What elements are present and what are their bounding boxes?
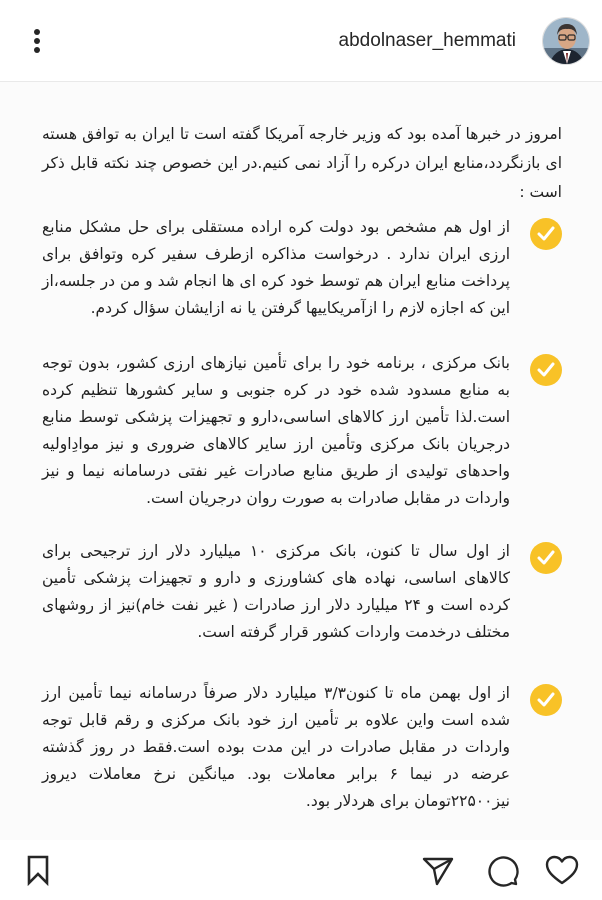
caption-point-3 [42, 538, 562, 646]
checkmark-circle-icon [530, 542, 562, 574]
like-heart-icon[interactable] [544, 852, 580, 888]
save-bookmark-icon[interactable] [20, 852, 56, 888]
caption-point-text: از اول بهمن ماه تا کنون۳/۳ میلیارد دلار صرفاً درسامانه نیما تأمین ارز شده است واین علاوه بر تأمین ارز خود بانک مرکزی و رقم قابل توجه واردات در مقابل صادرات در این مدت بوده است.فقط در روز گذشته عرضه در نیما ۶ برابر معاملات بود. میانگین نرخ معاملات دیروز نیز۲۲۵۰۰تومان برای هردلار بود. [42, 684, 510, 810]
post-header [0, 0, 602, 82]
more-options-icon[interactable] [22, 24, 52, 58]
avatar[interactable] [542, 17, 590, 65]
caption-point-text: بانک مرکزی ، برنامه خود را برای تأمین نیازهای ارزی کشور، بدون توجه به منابع مسدود شده خود در کره جنوبی و سایر کشورها تنظیم کرده است.لذا تأمین ارز کالاهای اساسی،دارو و تجهیزات پزشکی توسط منابع درجریان بانک مرکزی وتأمین ارز سایر کالاهای ضروری و نیز موادِاولیه واحدهای تولیدی از طریق منابع صادرات غیر نفتی درسامانه نیما و نیز واردات در مقابل صادرات به صورت روان درجریان است. [42, 354, 510, 507]
caption-point-1 [42, 214, 562, 322]
checkmark-circle-icon [530, 354, 562, 386]
caption-point-2 [42, 350, 562, 512]
caption-point-text: از اول هم مشخص بود دولت کره اراده مستقلی برای حل مشکل منابع ارزی ایران ندارد . درخواست مذاکره ازطرف سفیر کره وتوافق برای پرداخت منابع ایران هم توسط خود کره ای ها انجام شد و من در جلسه،از این که اجازه لازم را ازآمریکاییها گرفتن یا نه ازایشان سؤال کردم. [42, 218, 510, 317]
checkmark-circle-icon [530, 684, 562, 716]
share-icon[interactable] [420, 852, 456, 888]
checkmark-circle-icon [530, 218, 562, 250]
comment-icon[interactable] [484, 852, 520, 888]
caption-intro: امروز در خبرها آمده بود که وزیر خارجه آمریکا گفته است تا ایران به توافق هسته ای بازنگردد،منابع ایران درکره را آزاد نمی کنیم.در این خصوص چند نکته قابل ذکر است : [42, 125, 562, 201]
post-action-bar [0, 840, 602, 900]
caption-point-text: از اول سال تا کنون، بانک مرکزی ۱۰ میلیارد دلار ارز ترجیحی برای کالاهای اساسی، نهاده های کشاورزی و دارو و تجهیزات پزشکی تأمین کرده است و ۲۴ میلیارد دلار ارز صادرات ( غیر نفت خام)نیز از روشهای مختلف درخدمت واردات کشور قرار گرفته است. [42, 542, 511, 641]
profile-username[interactable]: abdolnaser_hemmati [338, 30, 516, 51]
caption-point-4 [42, 680, 562, 815]
post-caption [0, 82, 602, 840]
